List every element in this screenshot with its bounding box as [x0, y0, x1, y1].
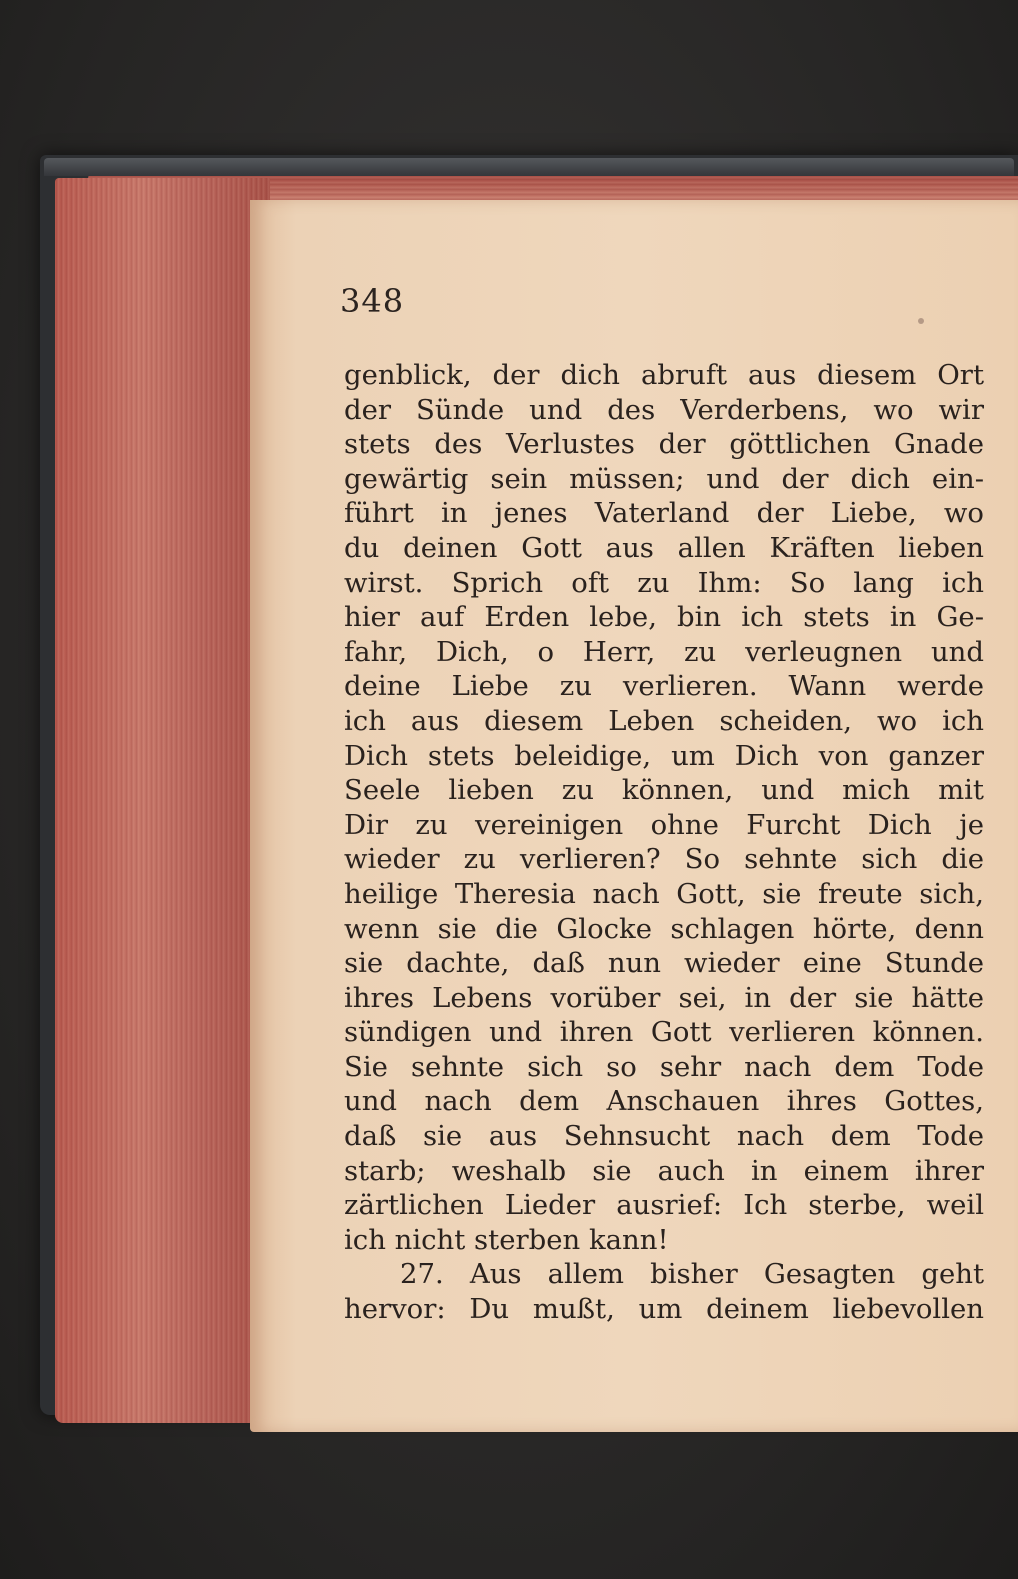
text-line: sie dachte, daß nun wieder eine Stunde — [344, 947, 984, 980]
book-cover-edge — [44, 158, 1014, 176]
text-line: zärtlichen Lieder ausrief: Ich sterbe, weil — [344, 1189, 984, 1222]
text-line: Seele lieben zu können, und mich mit — [344, 774, 984, 807]
book-page — [250, 200, 1018, 1432]
text-line: starb; weshalb sie auch in einem ihrer — [344, 1154, 984, 1187]
text-line: gewärtig sein müssen; und der dich ein- — [344, 462, 984, 495]
page-number: 348 — [340, 282, 405, 320]
text-line: Dich stets beleidige, um Dich von ganzer — [344, 739, 984, 772]
text-line: hervor: Du mußt, um deinem liebevollen — [344, 1293, 984, 1326]
text-line: wirst. Sprich oft zu Ihm: So lang ich — [344, 566, 984, 599]
text-line: genblick, der dich abruft aus diesem Ort — [344, 359, 984, 391]
text-line: du deinen Gott aus allen Kräften lieben — [344, 531, 984, 564]
text-line: wenn sie die Glocke schlagen hörte, denn — [344, 912, 984, 945]
text-line: und nach dem Anschauen ihres Gottes, — [344, 1085, 984, 1118]
page-text — [344, 358, 984, 1327]
side-page-edges — [55, 178, 270, 1423]
paper-speck — [918, 318, 924, 324]
text-line: heilige Theresia nach Gott, sie freute sich, — [344, 877, 984, 910]
text-line: Dir zu vereinigen ohne Furcht Dich je — [344, 808, 984, 841]
text-line: ihres Lebens vorüber sei, in der sie hätte — [344, 981, 984, 1014]
text-line: ich aus diesem Leben scheiden, wo ich — [344, 704, 984, 737]
text-line: fahr, Dich, o Herr, zu verleugnen und — [344, 635, 984, 668]
text-line: hier auf Erden lebe, bin ich stets in Ge- — [344, 601, 984, 634]
text-line: stets des Verlustes der göttlichen Gnade — [344, 428, 984, 461]
text-line: führt in jenes Vaterland der Liebe, wo — [344, 497, 984, 530]
text-line: Sie sehnte sich so sehr nach dem Tode — [344, 1050, 984, 1083]
text-line: daß sie aus Sehnsucht nach dem Tode — [344, 1120, 984, 1153]
text-line: wieder zu verlieren? So sehnte sich die — [344, 843, 984, 876]
text-line: der Sünde und des Verderbens, wo wir — [344, 393, 984, 426]
text-line: sündigen und ihren Gott verlieren können. — [344, 1016, 984, 1049]
text-line: ich nicht sterben kann! — [344, 1223, 669, 1256]
text-line: deine Liebe zu verlieren. Wann werde — [344, 670, 984, 703]
text-line-paragraph-start: 27. Aus allem bisher Gesagten geht — [400, 1258, 984, 1291]
